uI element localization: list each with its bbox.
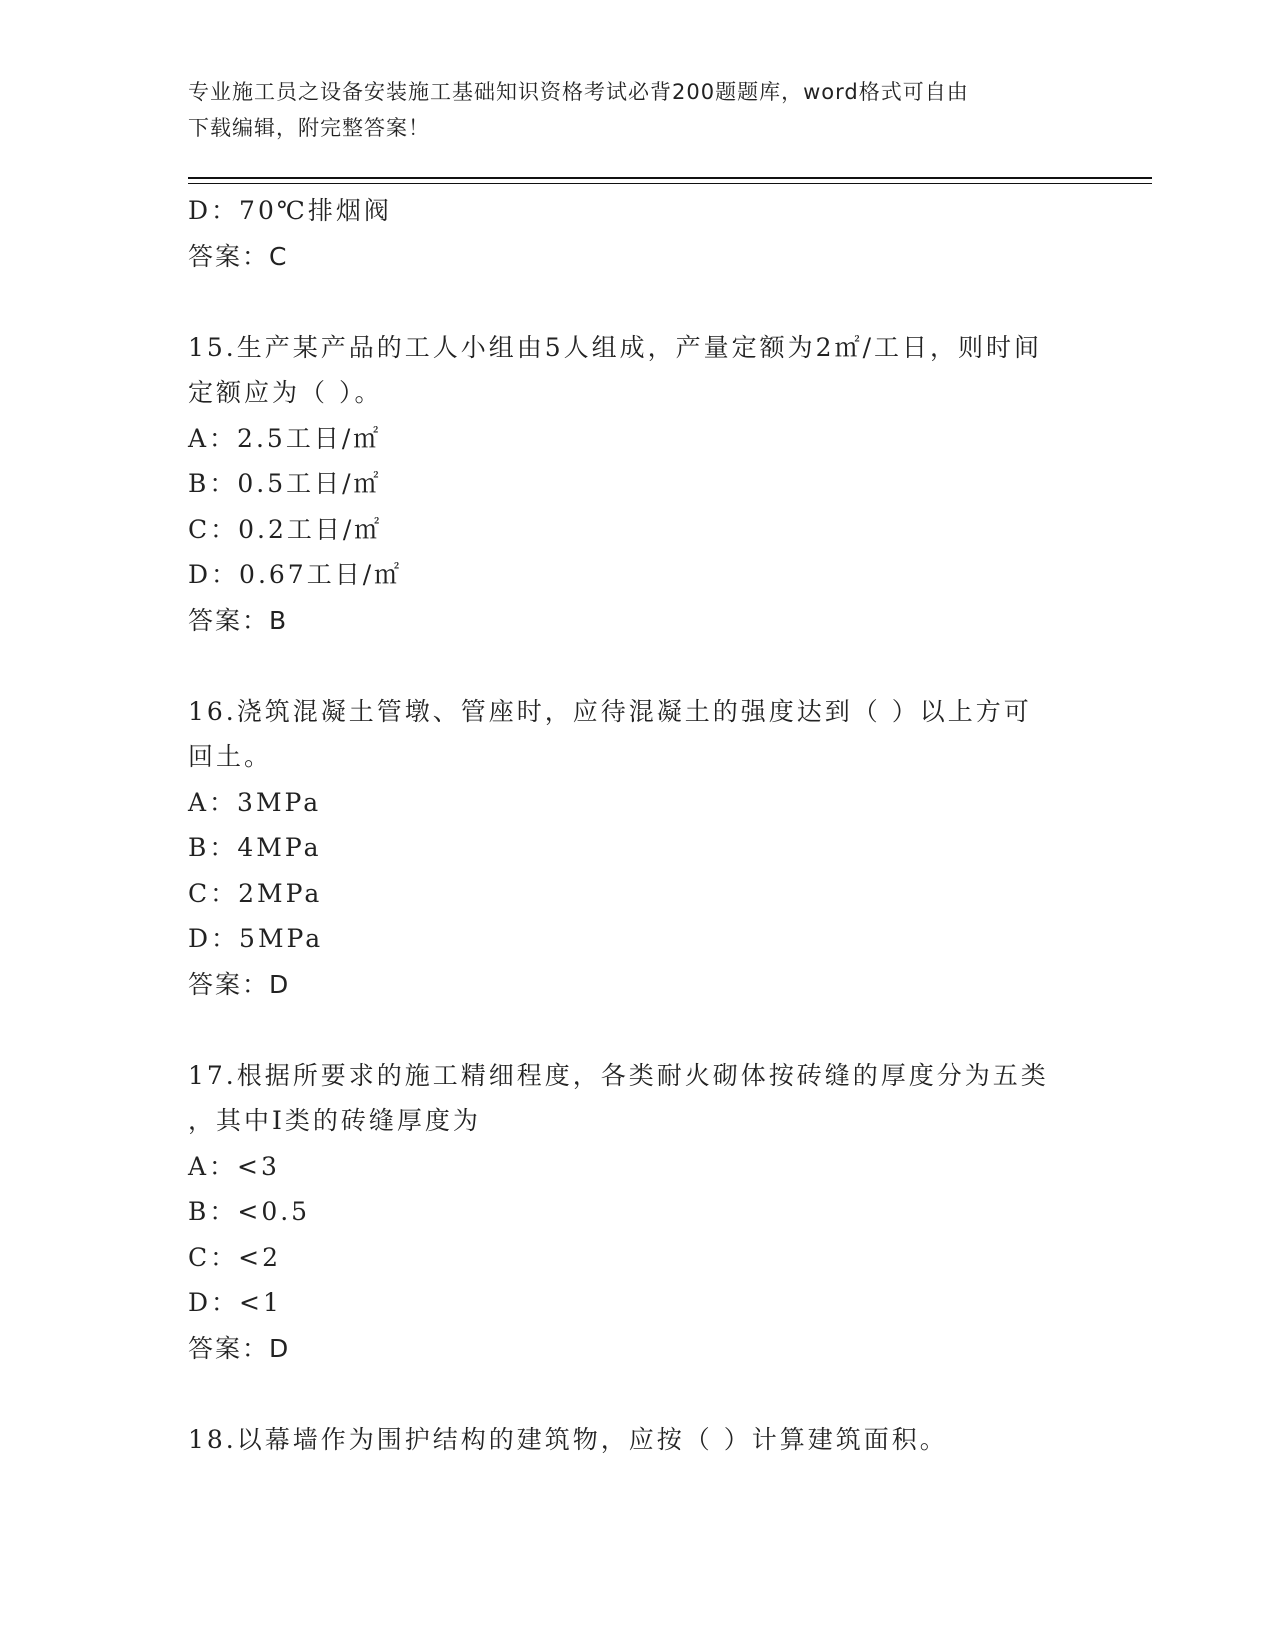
question-15-option-d: D：0.67工日/㎡ (188, 560, 403, 589)
question-15-answer: 答案：B (188, 605, 289, 635)
question-16-option-d: D：5MPa (188, 924, 324, 953)
document-header (188, 74, 1088, 146)
question-15-option-a: A：2.5工日/㎡ (188, 423, 382, 453)
question-16 (188, 689, 1088, 1008)
question-17-option-c: C：<2 (188, 1242, 281, 1272)
prev-answer: 答案：C (188, 241, 289, 271)
question-17-option-b: B：<0.5 (188, 1197, 311, 1226)
question-16-stem-2: 回土。 (188, 742, 273, 771)
question-17-option-a: A：<3 (188, 1151, 280, 1181)
question-18 (188, 1417, 1088, 1463)
question-16-option-b: B：4MPa (188, 833, 322, 862)
question-15-option-b: B：0.5工日/㎡ (188, 469, 382, 498)
spacer (188, 643, 1088, 689)
question-content (188, 188, 1088, 1462)
header-line-1: 专业施工员之设备安装施工基础知识资格考试必背200题题库，word格式可自由 (188, 80, 969, 104)
header-line-2: 下载编辑，附完整答案！ (188, 116, 430, 140)
question-16-stem-1: 16.浇筑混凝土管墩、管座时，应待混凝土的强度达到（ ）以上方可 (188, 696, 1032, 726)
question-16-option-a: A：3MPa (188, 787, 322, 817)
question-18-stem-1: 18.以幕墙作为围护结构的建筑物，应按（ ）计算建筑面积。 (188, 1424, 948, 1454)
question-15-option-c: C：0.2工日/㎡ (188, 514, 383, 544)
question-17 (188, 1053, 1088, 1372)
spacer (188, 1007, 1088, 1053)
question-16-answer: 答案：D (188, 969, 291, 999)
header-rule-thick (188, 177, 1152, 179)
prev-option-d: D：70℃排烟阀 (188, 196, 392, 225)
question-15 (188, 325, 1088, 644)
spacer (188, 279, 1088, 325)
question-16-option-c: C：2MPa (188, 878, 323, 908)
header-rule-thin (188, 183, 1152, 184)
question-15-stem-1: 15.生产某产品的工人小组由5人组成，产量定额为2㎡/工日，则时间 (188, 332, 1042, 362)
spacer (188, 1371, 1088, 1417)
question-15-stem-2: 定额应为（ ）。 (188, 378, 383, 407)
question-17-stem-2: ，其中I类的砖缝厚度为 (188, 1106, 481, 1135)
question-17-stem-1: 17.根据所要求的施工精细程度，各类耐火砌体按砖缝的厚度分为五类 (188, 1060, 1049, 1090)
question-17-answer: 答案：D (188, 1333, 291, 1363)
question-17-option-d: D：<1 (188, 1288, 282, 1317)
